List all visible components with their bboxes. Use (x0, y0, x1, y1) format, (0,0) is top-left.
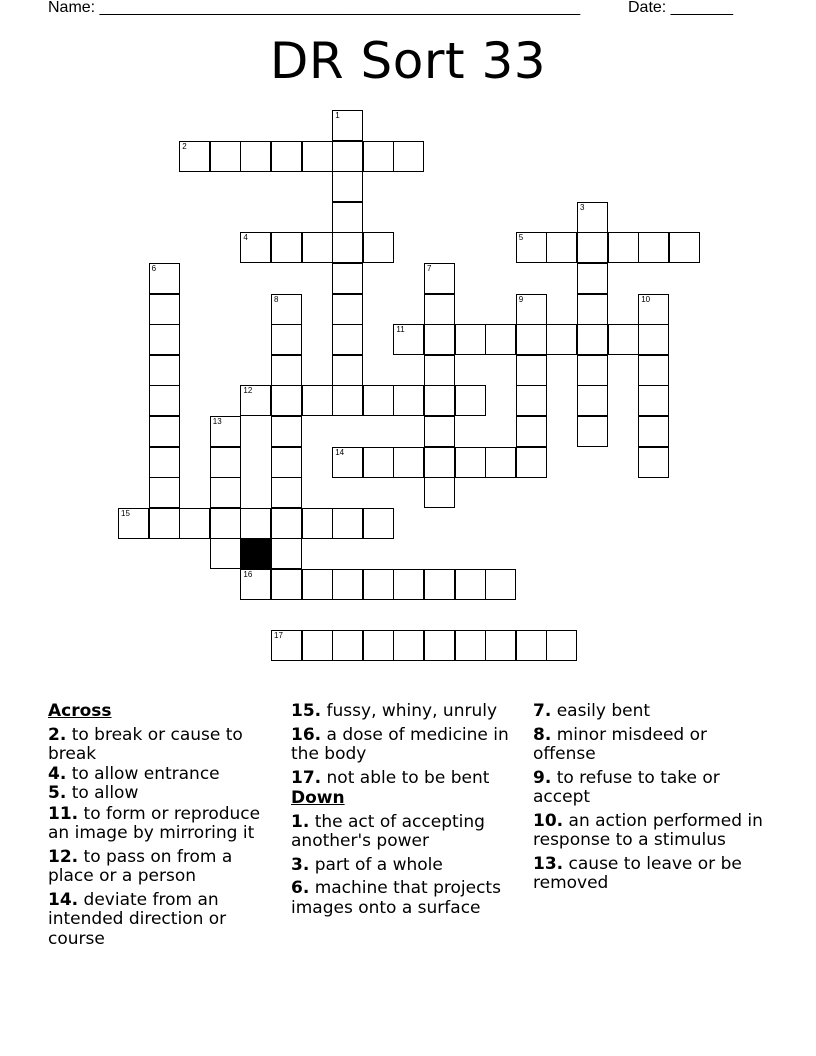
grid-cell[interactable] (210, 416, 241, 447)
grid-cell[interactable] (424, 477, 455, 508)
grid-cell[interactable] (577, 355, 608, 386)
clues-column-3 (533, 702, 768, 894)
clue-down-3: 3. part of a whole (291, 854, 443, 875)
grid-cell[interactable] (516, 416, 547, 447)
grid-cell[interactable] (516, 232, 547, 263)
grid-cell[interactable] (149, 416, 180, 447)
grid-cell[interactable] (179, 508, 210, 539)
clues-column-1 (48, 702, 283, 949)
grid-cell[interactable] (546, 232, 577, 263)
clue-number: 16 (243, 570, 253, 579)
grid-cell[interactable] (332, 294, 363, 325)
grid-cell[interactable] (363, 508, 394, 539)
grid-cell[interactable] (149, 324, 180, 355)
grid-cell[interactable] (577, 294, 608, 325)
grid-cell[interactable] (424, 294, 455, 325)
grid-cell[interactable] (424, 324, 455, 355)
grid-cell[interactable] (363, 630, 394, 661)
grid-cell[interactable] (424, 447, 455, 478)
name-field-label: Name: ______________________________________________________ (48, 0, 581, 16)
grid-cell[interactable] (332, 385, 363, 416)
across-heading: Across (48, 701, 112, 721)
grid-cell[interactable] (577, 385, 608, 416)
grid-cell[interactable] (332, 569, 363, 600)
grid-cell[interactable] (271, 630, 302, 661)
grid-cell[interactable] (302, 508, 333, 539)
page-title: DR Sort 33 (269, 32, 547, 90)
grid-cell[interactable] (424, 416, 455, 447)
grid-cell[interactable] (363, 385, 394, 416)
grid-cell[interactable] (149, 447, 180, 478)
grid-cell[interactable] (240, 508, 271, 539)
clue-down-9: 9. to refuse to take or accept (533, 767, 720, 807)
grid-cell[interactable] (302, 569, 333, 600)
grid-cell[interactable] (332, 630, 363, 661)
grid-cell[interactable] (271, 324, 302, 355)
grid-cell[interactable] (608, 324, 639, 355)
grid-cell[interactable] (577, 202, 608, 233)
grid-cell[interactable] (271, 294, 302, 325)
grid-cell[interactable] (485, 324, 516, 355)
grid-cell[interactable] (210, 538, 241, 569)
grid-cell[interactable] (455, 447, 486, 478)
grid-cell[interactable] (332, 110, 363, 141)
grid-cell[interactable] (240, 569, 271, 600)
grid-cell[interactable] (149, 385, 180, 416)
grid-cell[interactable] (149, 294, 180, 325)
grid-cell[interactable] (240, 385, 271, 416)
grid-cell[interactable] (302, 630, 333, 661)
grid-cell[interactable] (516, 385, 547, 416)
grid-cell[interactable] (424, 355, 455, 386)
grid-cell[interactable] (577, 416, 608, 447)
grid-cell[interactable] (271, 416, 302, 447)
clue-number: 4 (243, 233, 248, 243)
clue-number: 13 (212, 417, 222, 426)
grid-cell[interactable] (516, 294, 547, 325)
grid-cell[interactable] (271, 447, 302, 478)
date-field-label: Date: _______ (628, 0, 733, 16)
grid-cell[interactable] (455, 385, 486, 416)
grid-cell[interactable] (485, 569, 516, 600)
clue-across-12: 12. to pass on from a place or a person (48, 846, 233, 886)
clue-number: 15 (121, 508, 130, 518)
grid-cell[interactable] (455, 569, 486, 600)
grid-cell[interactable] (516, 447, 547, 478)
clue-across-11: 11. to form or reproduce an image by mirroring it (48, 803, 261, 843)
grid-cell[interactable] (271, 141, 302, 172)
grid-cell[interactable] (210, 508, 241, 539)
grid-cell[interactable] (638, 385, 669, 416)
grid-cell[interactable] (546, 630, 577, 661)
clue-number: 14 (335, 447, 345, 457)
clue-across-4: 4. to allow entrance (48, 763, 220, 784)
grid-cell[interactable] (546, 324, 577, 355)
grid-cell[interactable] (302, 141, 333, 172)
grid-cell[interactable] (669, 232, 700, 263)
clue-number: 11 (396, 325, 405, 335)
grid-cell[interactable] (332, 447, 363, 478)
grid-cell[interactable] (271, 355, 302, 386)
grid-cell[interactable] (455, 630, 486, 661)
clue-number: 7 (427, 264, 432, 273)
grid-cell[interactable] (332, 324, 363, 355)
clue-down-7: 7. easily bent (533, 701, 651, 721)
grid-cell[interactable] (638, 416, 669, 447)
grid-cell[interactable] (424, 630, 455, 661)
grid-cell[interactable] (638, 324, 669, 355)
grid-cell[interactable] (363, 232, 394, 263)
clue-across-17: 17. not able to be bent (291, 767, 490, 788)
clue-across-14: 14. deviate from an intended direction or course (48, 889, 227, 949)
grid-cell[interactable] (332, 508, 363, 539)
grid-cell[interactable] (332, 232, 363, 263)
grid-cell[interactable] (516, 324, 547, 355)
grid-cell[interactable] (332, 171, 363, 202)
clue-down-13: 13. cause to leave or be removed (533, 853, 742, 893)
grid-cell[interactable] (577, 263, 608, 294)
grid-cell[interactable] (424, 263, 455, 294)
grid-cell[interactable] (332, 141, 363, 172)
grid-cell[interactable] (240, 141, 271, 172)
grid-cell[interactable] (332, 355, 363, 386)
grid-cell[interactable] (240, 232, 271, 263)
grid-cell[interactable] (516, 630, 547, 661)
grid-cell[interactable] (424, 569, 455, 600)
grid-cell[interactable] (149, 263, 180, 294)
clue-down-10: 10. an action performed in response to a stimulus (533, 810, 763, 850)
grid-cell[interactable] (210, 447, 241, 478)
clue-number: 8 (274, 294, 279, 304)
grid-cell[interactable] (179, 141, 210, 172)
grid-cell[interactable] (302, 385, 333, 416)
grid-cell[interactable] (363, 141, 394, 172)
clue-number: 17 (274, 631, 283, 641)
clue-across-15: 15. fussy, whiny, unruly (291, 701, 498, 721)
clue-number: 9 (518, 294, 524, 304)
clue-down-6: 6. machine that projects images onto a surface (291, 878, 501, 918)
clue-number: 3 (580, 202, 585, 212)
clue-across-2: 2. to break or cause to break (48, 724, 243, 764)
grid-cell[interactable] (638, 232, 669, 263)
clue-across-5: 5. to allow (48, 783, 139, 803)
grid-cell[interactable] (149, 355, 180, 386)
grid-cell[interactable] (638, 355, 669, 386)
grid-cell[interactable] (393, 630, 424, 661)
grid-cell[interactable] (393, 447, 424, 478)
grid-cell[interactable] (393, 385, 424, 416)
grid-cell[interactable] (302, 232, 333, 263)
grid-cell[interactable] (149, 477, 180, 508)
clue-number: 2 (182, 141, 187, 151)
grid-cell[interactable] (210, 477, 241, 508)
grid-cell[interactable] (393, 324, 424, 355)
grid-cell[interactable] (210, 141, 241, 172)
clue-number: 12 (243, 386, 253, 396)
grid-cell[interactable] (455, 324, 486, 355)
grid-cell[interactable] (393, 569, 424, 600)
grid-cell[interactable] (149, 508, 180, 539)
clue-number: 10 (641, 294, 651, 304)
grid-cell[interactable] (577, 232, 608, 263)
clue-down-1: 1. the act of accepting another's power (291, 811, 485, 851)
grid-cell[interactable] (271, 569, 302, 600)
grid-cell[interactable] (271, 232, 302, 263)
clues-column-2 (291, 702, 526, 918)
shaded-cell (240, 538, 271, 569)
grid-cell[interactable] (363, 447, 394, 478)
grid-cell[interactable] (516, 355, 547, 386)
grid-cell[interactable] (485, 630, 516, 661)
clue-number: 1 (335, 111, 340, 120)
grid-cell[interactable] (271, 538, 302, 569)
grid-cell[interactable] (485, 447, 516, 478)
grid-cell[interactable] (271, 477, 302, 508)
clue-across-16: 16. a dose of medicine in the body (291, 724, 509, 764)
grid-cell[interactable] (638, 294, 669, 325)
grid-cell[interactable] (608, 232, 639, 263)
clue-number: 5 (518, 233, 524, 243)
grid-cell[interactable] (118, 508, 149, 539)
grid-cell[interactable] (332, 263, 363, 294)
grid-cell[interactable] (577, 324, 608, 355)
grid-cell[interactable] (638, 447, 669, 478)
grid-cell[interactable] (393, 141, 424, 172)
grid-cell[interactable] (271, 508, 302, 539)
down-heading: Down (291, 788, 345, 808)
grid-cell[interactable] (332, 202, 363, 233)
clue-down-8: 8. minor misdeed or offense (533, 724, 707, 764)
grid-cell[interactable] (271, 385, 302, 416)
grid-cell[interactable] (424, 385, 455, 416)
grid-cell[interactable] (363, 569, 394, 600)
clue-number: 6 (151, 264, 157, 273)
